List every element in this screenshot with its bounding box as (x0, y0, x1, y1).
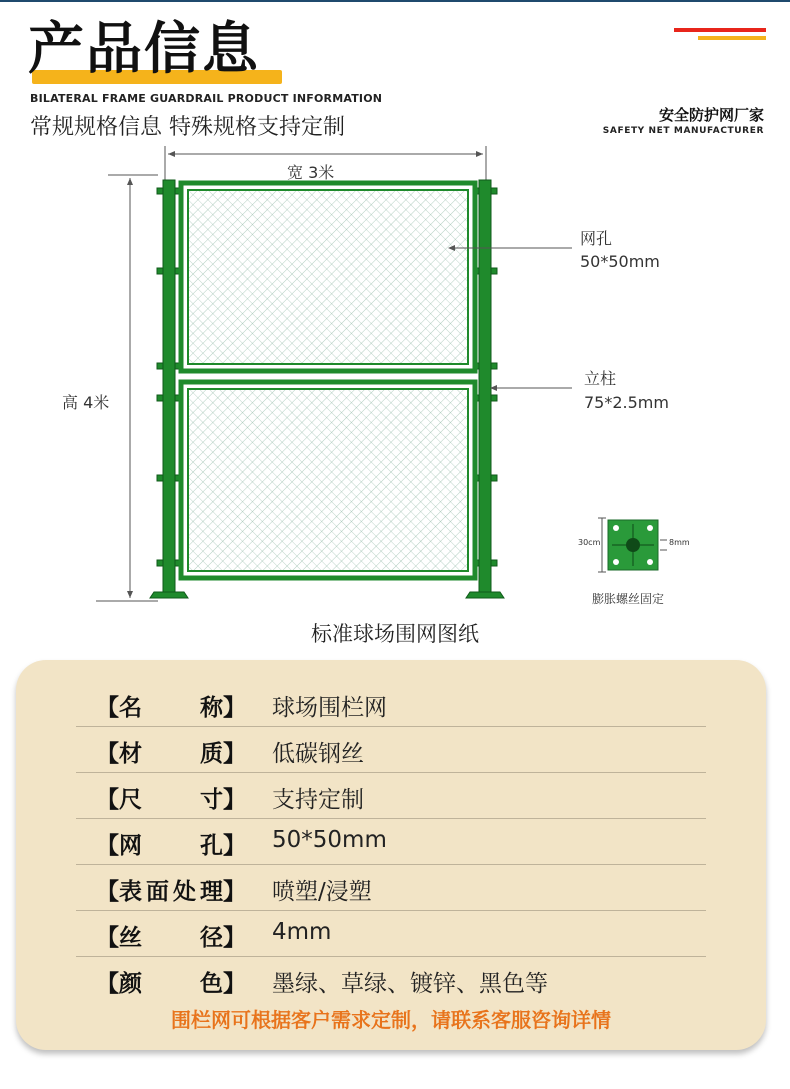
title-block (28, 14, 288, 86)
spec-key: 【表面处理】 (96, 879, 246, 905)
post-label: 立柱 (584, 369, 617, 388)
page-title: 产品信息 (28, 17, 260, 82)
spec-value: 球场围栏网 (272, 695, 387, 721)
mesh-value: 50*50mm (580, 252, 660, 271)
spec-key: 【丝径】 (96, 925, 246, 951)
accent-stripe-red (674, 28, 766, 32)
brand-name: 安全防护网厂家 (658, 106, 764, 124)
spec-value: 低碳钢丝 (272, 741, 364, 767)
spec-panel (16, 660, 766, 1050)
accent-stripe-yellow (698, 36, 766, 40)
spec-row-mesh (76, 818, 706, 865)
spec-key: 【颜色】 (96, 971, 246, 997)
lower-panel (181, 382, 475, 578)
bolt-size-label: 8mm (669, 538, 690, 547)
spec-key: 【网孔】 (96, 833, 246, 859)
fence-diagram (0, 140, 790, 610)
spec-value: 50*50mm (272, 827, 387, 853)
post-bases (150, 592, 504, 598)
base-size-label: 30cm (578, 538, 601, 547)
spec-value: 4mm (272, 919, 332, 945)
spec-row-material (76, 726, 706, 773)
spec-value: 墨绿、草绿、镀锌、黑色等 (272, 971, 548, 997)
spec-key: 【材质】 (96, 741, 246, 767)
contact-cta: 围栏网可根据客户需求定制，请联系客服咨询详情 (171, 1008, 611, 1032)
spec-row-wire-diameter (76, 910, 706, 957)
spec-row-size (76, 772, 706, 819)
brand-tagline: SAFETY NET MANUFACTURER (602, 126, 764, 136)
subtitle-chinese: 常规规格信息 特殊规格支持定制 (30, 115, 345, 140)
spec-row-name (76, 680, 706, 727)
spec-row-surface (76, 864, 706, 911)
spec-key: 【名称】 (96, 695, 246, 721)
diagram-caption: 标准球场围网图纸 (311, 622, 479, 646)
upper-panel (181, 183, 475, 371)
base-plate-detail (598, 518, 667, 572)
base-caption: 膨胀螺丝固定 (592, 592, 665, 606)
spec-value: 喷塑/浸塑 (272, 879, 372, 905)
post-value: 75*2.5mm (584, 393, 669, 412)
spec-row-color (76, 956, 706, 1002)
mesh-label: 网孔 (580, 229, 613, 248)
subtitle-english: BILATERAL FRAME GUARDRAIL PRODUCT INFORMATION (30, 92, 383, 105)
height-label: 高 4米 (62, 393, 110, 412)
width-label: 宽 3米 (287, 163, 335, 182)
spec-key: 【尺寸】 (96, 787, 246, 813)
top-rule (0, 0, 790, 2)
spec-value: 支持定制 (272, 787, 364, 813)
height-dimension (96, 175, 158, 601)
